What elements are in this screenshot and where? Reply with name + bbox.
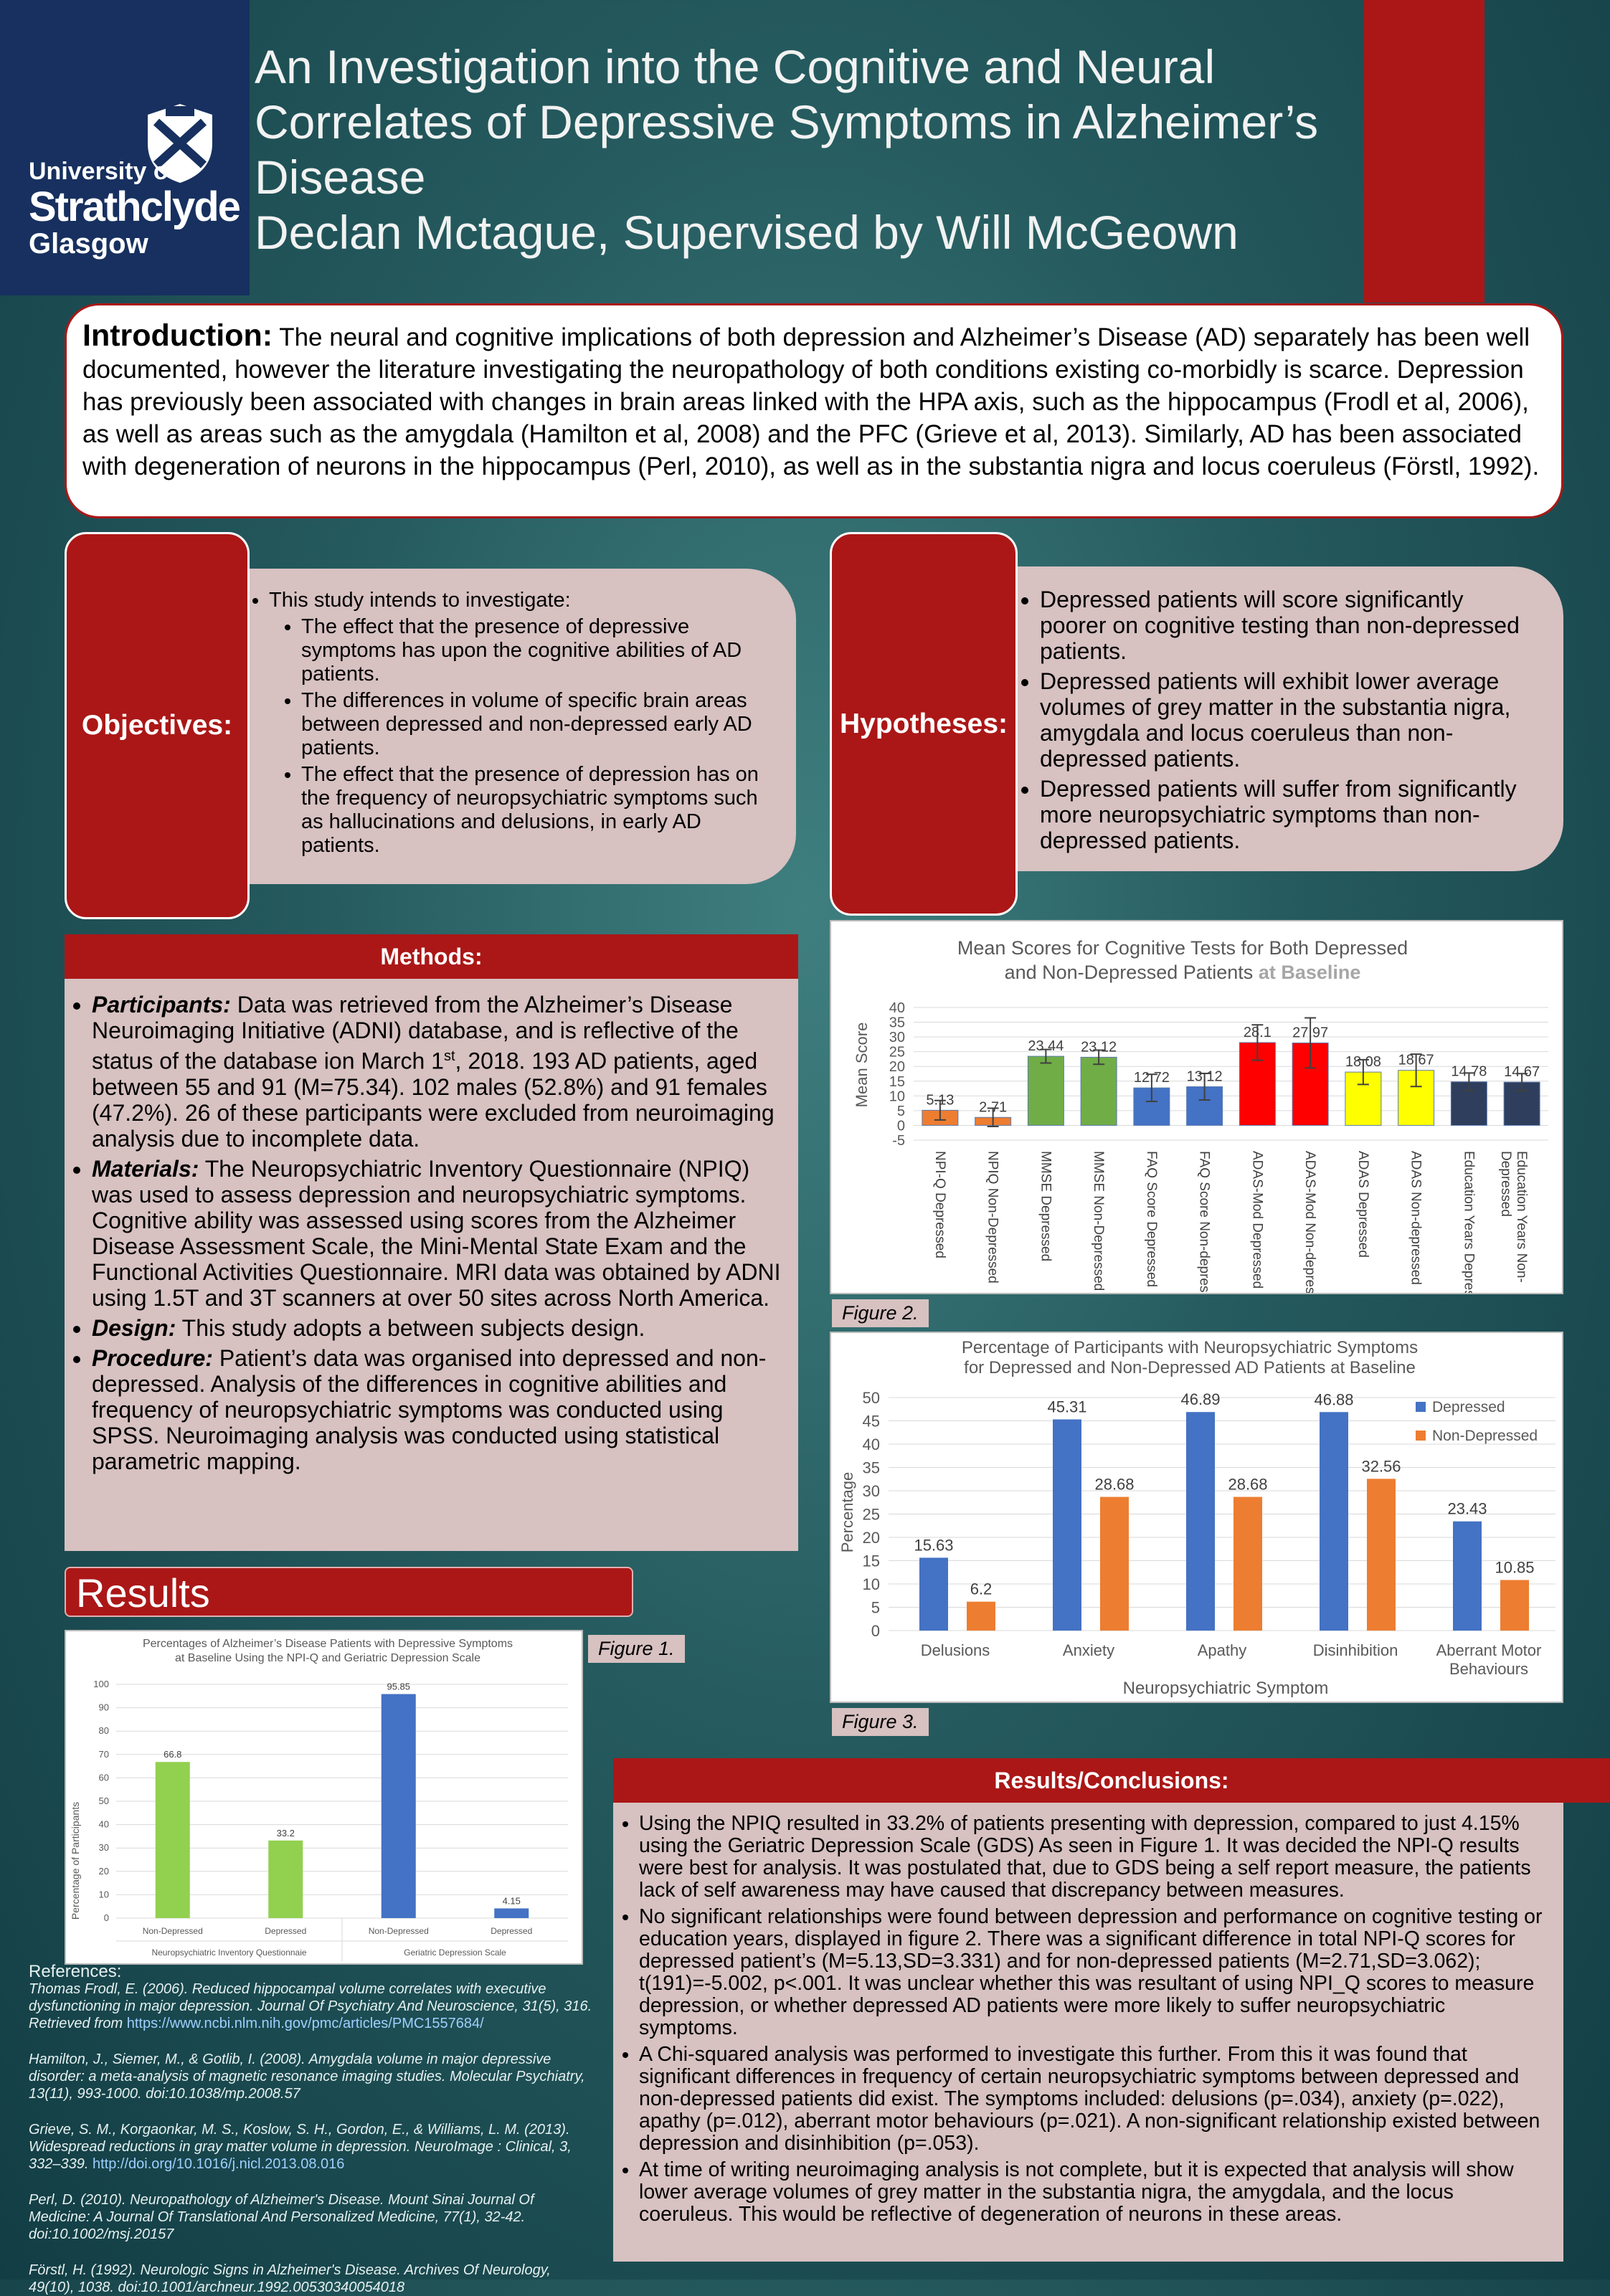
references-section [29,1963,595,2296]
reference-item [29,2262,595,2296]
fig3-data-label: 46.88 [1314,1390,1354,1409]
fig2-ytick: 15 [889,1073,905,1090]
fig3-ytick: 25 [862,1505,880,1524]
fig1-ytick: 80 [98,1725,109,1737]
conclusion-item: • At time of writing neuroimaging analysis is not complete, but it is expected that analysis will show lower average volumes of grey matter in the substantia nigra, the amygdala, and the locus coeruleus. This would be reflective of degeneration of neurons in these areas. [639,2159,1548,2226]
fig3-data-label: 28.68 [1094,1475,1135,1494]
fig2-data-label: 5.13 [926,1092,955,1109]
fig2-title-c: at Baseline [1258,962,1361,983]
fig2-ytick: 25 [889,1044,905,1061]
fig3-ytick: 20 [862,1529,880,1547]
fig2-data-label: 14.67 [1504,1064,1540,1081]
fig2-data-label: 2.71 [979,1099,1008,1116]
fig2-ytick: 0 [896,1118,905,1134]
fig1-data-label: 4.15 [502,1895,521,1907]
introduction-card [65,303,1563,518]
fig3-legend-swatch [1416,1431,1426,1441]
fig3-bar [1320,1412,1348,1631]
figure2-label: Figure 2. [832,1299,929,1327]
objective-item: • The effect that the presence of depressive symptoms has upon the cognitive abilities of AD patients. [301,615,770,686]
title-line: Correlates of Depressive Symptoms in Alzheimer’s [255,95,1319,148]
fig1-bar [156,1762,190,1918]
fig3-bar [1500,1580,1529,1631]
fig3-bar [1186,1412,1215,1631]
objectives-card [215,569,796,884]
method-label: Participants: [92,992,231,1017]
fig3-data-label: 10.85 [1495,1558,1535,1577]
fig2-title-line: Mean Scores for Cognitive Tests for Both Depressed [957,937,1408,959]
method-label: Materials: [92,1155,199,1182]
fig1-group-label: Geriatric Depression Scale [404,1948,506,1958]
fig2-ytick: 5 [896,1103,905,1119]
fig3-data-label: 28.68 [1228,1475,1268,1494]
fig2-data-label: 12.72 [1133,1070,1170,1086]
method-label: Design: [92,1314,176,1341]
objectives-lead: • This study intends to investigate: [269,589,770,612]
uni-line1: University of [29,158,176,185]
fig1-ytick: 30 [98,1842,109,1854]
fig3-legend-swatch [1416,1402,1426,1412]
fig2-category-label: ADAS-Mod Non-depressed [1302,1151,1318,1293]
fig2-data-label: 23.44 [1028,1038,1064,1055]
fig3-data-label: 23.43 [1447,1499,1487,1518]
fig1-title-line: Percentages of Alzheimer’s Disease Patients with Depressive Symptoms [142,1638,513,1650]
uni-line3: Glasgow [29,228,148,260]
fig3-bar [1367,1479,1396,1631]
fig3-ytick: 40 [862,1436,880,1453]
hypotheses-label: Hypotheses: [839,708,1008,739]
method-label: Procedure: [92,1344,213,1371]
fig2-ytick: 40 [889,1000,905,1016]
fig3-ytick: 35 [862,1458,880,1477]
fig2-data-label: 27.97 [1292,1025,1329,1041]
fig2-data-label: 23.12 [1081,1039,1117,1056]
fig3-category-label: Aberrant Motor Behaviours [1436,1641,1542,1678]
fig1-ylabel: Percentage of Participants [70,1801,81,1920]
fig2-category-label: FAQ Score Non-depressed [1196,1151,1212,1293]
fig2-category-label: MMSE Non-Depressed [1091,1151,1107,1291]
fig1-ytick: 40 [98,1818,109,1830]
fig1-data-label: 66.8 [164,1749,182,1760]
fig1-category-label: Depressed [265,1926,307,1936]
reference-item [29,2121,595,2173]
hypothesis-item: • Depressed patients will suffer from significantly more neuropsychiatric symptoms than non-depressed patients. [1040,776,1535,853]
conclusion-item: • A Chi-squared analysis was performed to investigate this further. From this it was found that significant differences in frequency of certain neuropsychiatric symptoms between depressed and non-depressed patients did exist. The symptoms included: delusions (p=.034), anxiety (p=.022), apathy (p=.012), aberrant motor behaviours (p=.021). A non-significant relationship existed between depression and disinhibition (p=.053). [639,2044,1548,2155]
fig3-title-line: for Depressed and Non-Depressed AD Patients at Baseline [964,1358,1416,1377]
figure1-label: Figure 1. [588,1635,685,1663]
figure2-chart [830,920,1563,1294]
fig2-category-label: FAQ Score Depressed [1143,1151,1159,1288]
introduction-colon: : [262,318,273,353]
fig3-ytick: 0 [871,1622,880,1640]
method-item [92,1315,784,1341]
introduction-text: The neural and cognitive implications of both depression and Alzheimer’s Disease (AD) separately has been well documented, however the literature investigating the neuropathology of both conditions existing co-morbidly is scarce. Depression has previously been associated with changes in brain areas linked with the HPA axis, such as the hippocampus (Frodl et al, 2006), as well as areas such as the amygdala (Hamilton et al, 2008) and the PFC (Grieve et al, 2013). Similarly, AD has been associated with degeneration of neurons in the hippocampus (Perl, 2010), as well as in the substantia nigra and locus coeruleus (Förstl, 1992). [82,323,1540,480]
method-text: The Neuropsychiatric Inventory Questionnaire (NPIQ) was used to assess depression and neuropsychiatric symptoms. Cognitive ability was assessed using scores from the Alzheimer Disease Assessment Scale, the Mini-Mental State Exam and the Functional Activities Questionnaire. MRI data was obtained by ADNI using 1.5T and 3T scanners at over 50 sites across North America. [92,1155,781,1311]
fig1-ytick: 10 [98,1889,109,1900]
fig3-data-label: 45.31 [1047,1398,1087,1416]
fig3-bar [1453,1522,1482,1631]
objective-item: • The differences in volume of specific brain areas between depressed and non-depressed early AD patients. [301,689,770,760]
reference-item [29,2191,595,2243]
fig2-category-label: MMSE Depressed [1038,1151,1053,1262]
hypothesis-item: • Depressed patients will exhibit lower average volumes of grey matter in the substantia nigra, amygdala and locus coeruleus than non-depressed patients. [1040,668,1535,772]
header-accent-bar [1364,0,1484,303]
title-line: An Investigation into the Cognitive and Neural [255,40,1216,93]
method-sup: st [443,1048,455,1064]
figure3-chart [830,1332,1563,1703]
fig1-title-line: at Baseline Using the NPI-Q and Geriatric Depression Scale [175,1652,480,1664]
fig3-xlabel: Neuropsychiatric Symptom [1122,1679,1329,1698]
conclusions-heading: Results/Conclusions: [613,1758,1610,1803]
fig2-category-label: ADAS Non-depressed [1408,1151,1424,1285]
fig2-ytick: 20 [889,1059,905,1076]
fig3-category-label: Delusions [920,1641,990,1659]
fig1-data-label: 95.85 [387,1681,411,1692]
fig3-legend-label: Non-Depressed [1432,1428,1538,1444]
objective-item: • The effect that the presence of depression has on the frequency of neuropsychiatric symptoms such as hallucinations and delusions, in early AD patients. [301,763,770,858]
fig1-ytick: 20 [98,1865,109,1877]
fig2-title-line [1005,962,1361,983]
fig1-category-label: Non-Depressed [142,1926,203,1936]
fig2-title-b: and Non-Depressed Patients [1004,962,1259,983]
fig3-ytick: 45 [862,1412,880,1431]
fig1-category-label: Non-Depressed [368,1926,429,1936]
fig1-category-label: Depressed [491,1926,533,1936]
fig2-bar [1081,1057,1117,1125]
reference-text: Förstl, H. (1992). Neurologic Signs in Alzheimer's Disease. Archives Of Neurology, 49(10), 1038. doi:10.1001/archneur.1992.00530340054018 [29,2262,551,2295]
fig1-ytick: 100 [93,1679,109,1689]
fig2-data-label: 28.1 [1243,1024,1272,1040]
fig1-bar [494,1908,529,1918]
methods-heading: Methods: [65,934,798,979]
objectives-label-block [65,532,250,919]
fig2-category-label: Education Years Depressed [1461,1151,1477,1293]
reference-text: Hamilton, J., Siemer, M., & Gotlib, I. (2008). Amygdala volume in major depressive disorder: a meta-analysis of magnetic resonance imaging studies. Molecular Psychiatry, 13(11), 993-1000. doi:10.1038/mp.2008.57 [29,2051,585,2102]
introduction-heading: Introduction [82,318,262,353]
university-logo-panel [0,0,250,295]
method-text: Patient’s data was organised into depressed and non-depressed. Analysis of the differences in cognitive abilities and frequency of neuropsychiatric symptoms was conducted using SPSS. Neuroimaging analysis was conducted using statistical parametric mapping. [92,1344,767,1474]
method-item [92,1345,784,1474]
fig3-ytick: 30 [862,1482,880,1500]
method-text: Data was retrieved from the Alzheimer’s Disease Neuroimaging Initiative (ADNI) database, and is reflective of the status of the database ion March 1 [92,992,739,1074]
method-item [92,992,784,1152]
fig3-ylabel: Percentage [838,1471,856,1553]
fig2-category-label: NPI-Q Depressed [932,1151,947,1258]
fig3-data-label: 32.56 [1361,1457,1401,1476]
figure2-svg [831,921,1562,1293]
fig1-bar [382,1694,416,1918]
methods-body [65,979,798,1551]
fig1-ytick: 60 [98,1772,109,1783]
results-heading-text: Results [76,1570,210,1616]
fig3-bar [1100,1497,1129,1631]
uni-line2: Strathclyde [29,184,240,230]
figure3-label: Figure 3. [832,1708,929,1736]
fig2-data-label: 18.08 [1345,1054,1381,1071]
fig2-data-label: 18.67 [1398,1052,1434,1068]
fig2-category-label: ADAS Depressed [1355,1151,1370,1258]
conclusion-item: • No significant relationships were found between depression and performance on cognitive testing or education years, displayed in figure 2. There was a significant difference in total NPI-Q scores for depressed patient’s (M=5.13,SD=3.331) and for non-depressed patients (M=2.71,SD=3.062); t(191)=-5.002, p<.001. It was unclear whether this was resultant of using NPI_Q scores to measure depression, or whether depressed AD patients were more likely to suffer neuropsychiatric symptoms. [639,1906,1548,2039]
fig3-ytick: 10 [862,1575,880,1593]
fig2-bar [1028,1056,1064,1125]
reference-link[interactable]: http://doi.org/10.1016/j.nicl.2013.08.016 [92,2156,345,2172]
hypothesis-item: • Depressed patients will score significantly poorer on cognitive testing than non-depressed patients. [1040,587,1535,664]
fig3-data-label: 15.63 [914,1536,954,1555]
method-text: This study adopts a between subjects design. [176,1314,645,1341]
fig1-ytick: 90 [98,1702,109,1713]
fig3-bar [1233,1497,1262,1631]
fig3-category-label: Anxiety [1062,1641,1115,1659]
fig3-bar [1053,1419,1081,1631]
fig3-ytick: 5 [871,1598,880,1617]
method-item [92,1156,784,1311]
title-line: Disease [255,151,426,204]
reference-text: Grieve, S. M., Korgaonkar, M. S., Koslow, S. H., Gordon, E., & Williams, L. M. (2013). Widespread reductions in gray matter volume in depression. NeuroImage : Clinical, 3, 332–339. [29,2122,572,2172]
reference-text: Perl, D. (2010). Neuropathology of Alzheimer's Disease. Mount Sinai Journal Of Medicine: A Journal Of Translational And Personalized Medicine, 77(1), 32-42. doi:10.1002/msj.20157 [29,2192,534,2242]
fig2-ytick: 35 [889,1015,905,1031]
fig1-ytick: 50 [98,1795,109,1806]
fig2-data-label: 13.12 [1186,1068,1223,1085]
fig3-category-label: Apathy [1197,1641,1247,1659]
fig1-bar [268,1841,303,1918]
fig3-category-label: Disinhibition [1312,1641,1398,1659]
fig1-ytick: 70 [98,1748,109,1760]
conclusion-item: • Using the NPIQ resulted in 33.2% of patients presenting with depression, compared to just 4.15% using the Geriatric Depression Scale (GDS) As seen in Figure 1. It was decided the NPI-Q results were best for analysis. It was postulated that, due to GDS being a self report measure, the patients lack of self awareness may have caused that discrepancy between measures. [639,1813,1548,1902]
fig2-category-label: NPIQ Non-Depressed [985,1151,1000,1284]
results-heading [65,1567,633,1617]
hypotheses-card [982,566,1563,871]
fig2-category-label: ADAS-Mod Depressed [1249,1151,1265,1289]
fig3-ytick: 15 [862,1552,880,1570]
fig2-data-label: 14.78 [1451,1063,1487,1080]
hypotheses-label-block [830,532,1018,916]
fig2-ytick: 10 [889,1088,905,1105]
reference-text: Thomas Frodl, E. (2006). Reduced hippocampal volume correlates with executive dysfunctioning in major depression. Journal Of Psychiatry And Neuroscience, 31(5), 316. Retrieved from [29,1981,592,2031]
fig3-bar [967,1602,995,1631]
fig2-ytick: -5 [892,1133,905,1149]
fig1-group-label: Neuropsychiatric Inventory Questionnaie [151,1948,307,1958]
poster-title [255,39,1352,260]
objectives-label: Objectives: [81,710,233,741]
reference-item [29,1980,595,2032]
fig1-data-label: 33.2 [276,1827,295,1839]
figure1-chart [65,1630,583,1965]
fig2-category-label: Education Years Non-Depressed [1498,1151,1530,1283]
fig3-ytick: 50 [862,1389,880,1407]
fig3-data-label: 6.2 [970,1580,993,1598]
reference-item [29,2051,595,2102]
fig1-ytick: 0 [103,1912,109,1923]
fig3-bar [919,1557,948,1631]
fig3-data-label: 46.89 [1180,1390,1221,1409]
fig2-ylabel: Mean Score [853,1022,871,1108]
fig2-ytick: 30 [889,1030,905,1046]
fig3-legend-label: Depressed [1432,1399,1505,1415]
fig3-title-line: Percentage of Participants with Neuropsychiatric Symptoms [961,1338,1419,1357]
figure1-svg [66,1631,582,1963]
method-text: , 2018. 193 AD patients, aged between 55 and 91 (M=75.34). 102 males (52.8%) and 91 females (47.2%). 26 of these participants were excluded from neuroimaging analysis due to incomplete data. [92,1048,775,1152]
figure3-svg [831,1333,1562,1702]
conclusions-body [613,1803,1563,2262]
references-heading: References: [29,1962,122,1981]
reference-link[interactable]: https://www.ncbi.nlm.nih.gov/pmc/articles/PMC1557684/ [126,2016,484,2031]
author-line: Declan Mctague, Supervised by Will McGeown [255,206,1239,259]
